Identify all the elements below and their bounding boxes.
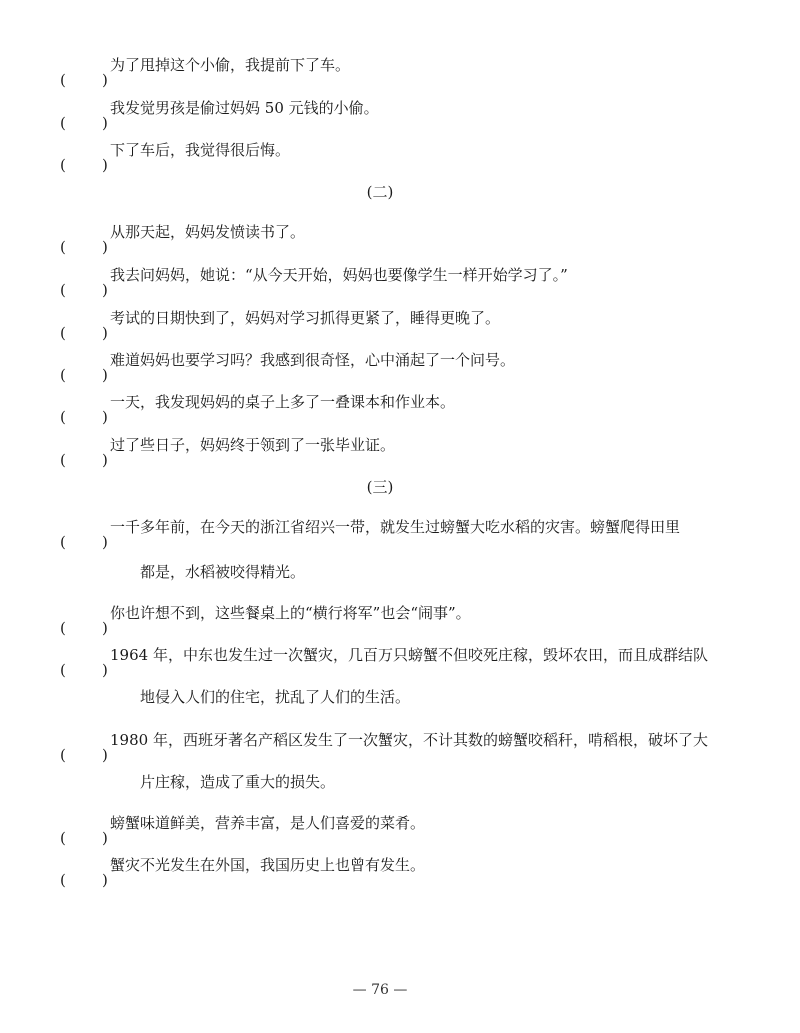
sentence-text: 下了车后，我觉得很后悔。 xyxy=(110,141,291,159)
answer-line: ( ) 1964 年，中东也发生过一次蟹灾，几百万只螃蟹不但咬死庄稼，毁坏农田，而且成群结队 xyxy=(60,646,708,679)
answer-line: ( ) 1980 年，西班牙著名产稻区发生了一次蟹灾，不计其数的螃蟹咬稻秆，啃稻根，破坏了大 xyxy=(60,731,708,764)
sentence-text: 蟹灾不光发生在外国，我国历史上也曾有发生。 xyxy=(110,856,426,874)
sentence-text: 一千多年前，在今天的浙江省绍兴一带，就发生过螃蟹大吃水稻的灾害。螃蟹爬得田里 xyxy=(110,518,681,536)
answer-line: ( ) 下了车后，我觉得很后悔。 xyxy=(60,141,291,174)
page-number: — 76 — xyxy=(352,982,408,998)
sentence-continuation: 片庄稼，造成了重大的损失。 xyxy=(140,773,336,791)
answer-line: ( ) 从那天起，妈妈发愤读书了。 xyxy=(60,223,306,256)
sentence-continuation: 地侵入人们的住宅，扰乱了人们的生活。 xyxy=(140,688,411,706)
section-heading-3: (三) xyxy=(366,478,394,496)
sentence-text: 我去问妈妈，她说：“从今天开始，妈妈也要像学生一样开始学习了。” xyxy=(110,266,568,284)
answer-line: ( ) 我发觉男孩是偷过妈妈 50 元钱的小偷。 xyxy=(60,99,379,132)
sentence-text: 为了甩掉这个小偷，我提前下了车。 xyxy=(110,56,351,74)
answer-line: ( ) 我去问妈妈，她说：“从今天开始，妈妈也要像学生一样开始学习了。” xyxy=(60,266,568,299)
sentence-text: 你也许想不到，这些餐桌上的“横行将军”也会“闹事”。 xyxy=(110,604,471,622)
sentence-text: 1980 年，西班牙著名产稻区发生了一次蟹灾，不计其数的螃蟹咬稻秆，啃稻根，破坏了大 xyxy=(110,731,708,749)
answer-line: ( ) 难道妈妈也要学习吗？我感到很奇怪，心中涌起了一个问号。 xyxy=(60,351,516,384)
answer-line: ( ) 你也许想不到，这些餐桌上的“横行将军”也会“闹事”。 xyxy=(60,604,471,637)
answer-line: ( ) 一千多年前，在今天的浙江省绍兴一带，就发生过螃蟹大吃水稻的灾害。螃蟹爬得田里 xyxy=(60,518,681,551)
answer-line: ( ) 一天，我发现妈妈的桌子上多了一叠课本和作业本。 xyxy=(60,393,456,426)
sentence-text: 我发觉男孩是偷过妈妈 50 元钱的小偷。 xyxy=(110,99,379,117)
sentence-text: 难道妈妈也要学习吗？我感到很奇怪，心中涌起了一个问号。 xyxy=(110,351,516,369)
answer-line: ( ) 螃蟹味道鲜美，营养丰富，是人们喜爱的菜肴。 xyxy=(60,814,426,847)
answer-line: ( ) 蟹灾不光发生在外国，我国历史上也曾有发生。 xyxy=(60,856,426,889)
section-heading-2: (二) xyxy=(366,183,394,201)
sentence-continuation: 都是，水稻被咬得精光。 xyxy=(140,563,306,581)
sentence-text: 过了些日子，妈妈终于领到了一张毕业证。 xyxy=(110,436,396,454)
sentence-text: 1964 年，中东也发生过一次蟹灾，几百万只螃蟹不但咬死庄稼，毁坏农田，而且成群结队 xyxy=(110,646,708,664)
answer-line: ( ) 为了甩掉这个小偷，我提前下了车。 xyxy=(60,56,351,89)
sentence-text: 从那天起，妈妈发愤读书了。 xyxy=(110,223,306,241)
sentence-text: 螃蟹味道鲜美，营养丰富，是人们喜爱的菜肴。 xyxy=(110,814,426,832)
answer-line: ( ) 考试的日期快到了，妈妈对学习抓得更紧了，睡得更晚了。 xyxy=(60,309,501,342)
sentence-text: 考试的日期快到了，妈妈对学习抓得更紧了，睡得更晚了。 xyxy=(110,309,501,327)
answer-line: ( ) 过了些日子，妈妈终于领到了一张毕业证。 xyxy=(60,436,396,469)
sentence-text: 一天，我发现妈妈的桌子上多了一叠课本和作业本。 xyxy=(110,393,456,411)
